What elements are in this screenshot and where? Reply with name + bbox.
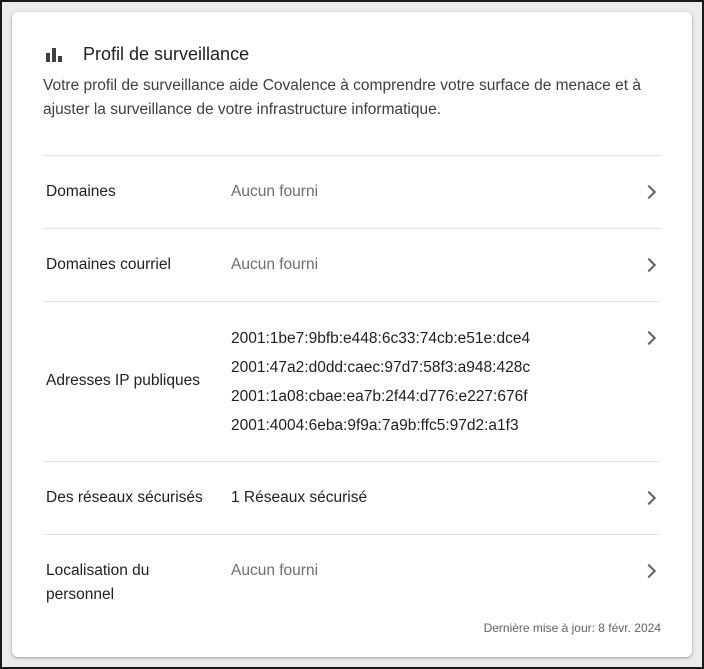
row-label: Domaines (46, 183, 116, 200)
ip-address: 2001:47a2:d0dd:caec:97d7:58f3:a948:428c (231, 359, 531, 376)
ip-address: 2001:1a08:cbae:ea7b:2f44:d776:e227:676f (231, 388, 528, 405)
card-header (46, 44, 249, 65)
bar-chart-icon (46, 48, 64, 62)
row-domains[interactable] (43, 155, 660, 228)
chevron-right-icon[interactable] (642, 491, 656, 505)
profile-rows (43, 155, 660, 616)
last-updated-text: Dernière mise à jour: 8 févr. 2024 (483, 621, 661, 635)
row-public-ip-addresses[interactable] (43, 301, 660, 461)
row-label (46, 559, 149, 607)
row-value: Aucun fourni (231, 256, 319, 273)
card-description: Votre profil de surveillance aide Covalence à comprendre votre surface de menace et à ajuster la surveillance de votre infrastructure informatique. (43, 77, 641, 118)
row-value: 1 Réseaux sécurisé (231, 489, 368, 506)
ip-address: 2001:1be7:9bfb:e448:6c33:74cb:e51e:dce4 (231, 330, 531, 347)
row-value: Aucun fourni (231, 183, 319, 200)
row-secured-networks[interactable] (43, 461, 660, 534)
row-label-line: Localisation du (46, 562, 150, 579)
ip-address: 2001:4004:6eba:9f9a:7a9b:ffc5:97d2:a1f3 (231, 417, 519, 434)
row-label: Domaines courriel (46, 256, 171, 273)
chevron-right-icon[interactable] (642, 258, 656, 272)
row-personnel-location[interactable] (43, 534, 660, 616)
ip-address-list (231, 324, 530, 440)
monitoring-profile-card (12, 12, 692, 657)
row-value: Aucun fourni (231, 562, 319, 579)
chevron-right-icon[interactable] (642, 564, 656, 578)
row-email-domains[interactable] (43, 228, 660, 301)
chevron-right-icon[interactable] (642, 331, 656, 345)
row-label-line: personnel (46, 586, 115, 603)
row-label: Adresses IP publiques (46, 372, 200, 389)
row-label: Des réseaux sécurisés (46, 489, 203, 506)
chevron-right-icon[interactable] (642, 185, 656, 199)
card-title: Profil de surveillance (83, 44, 250, 64)
